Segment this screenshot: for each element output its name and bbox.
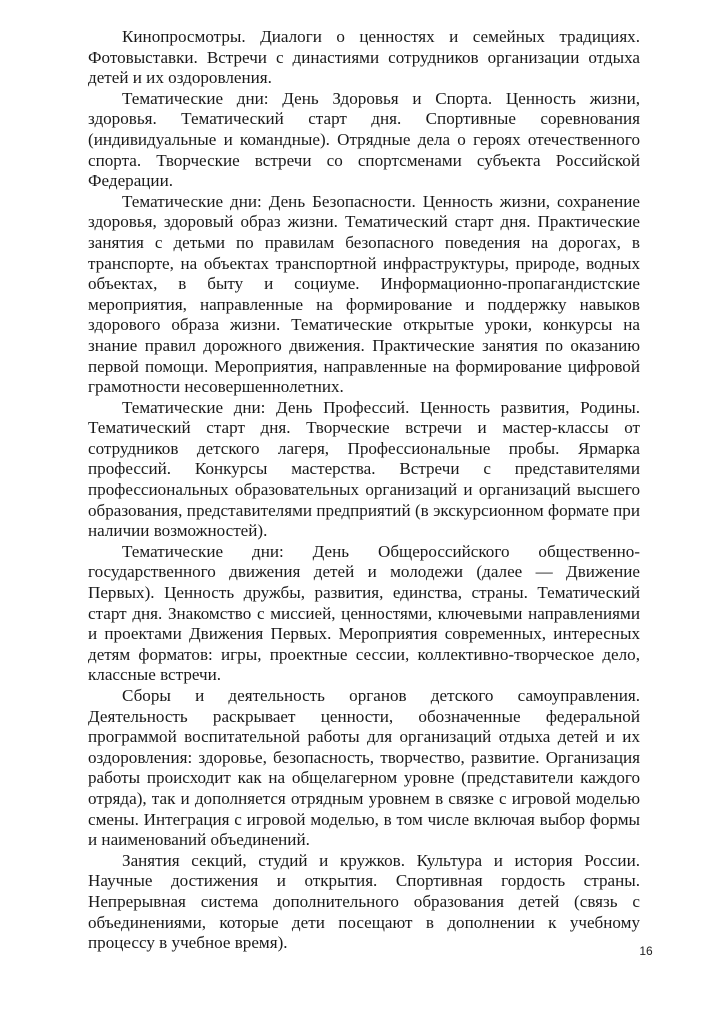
paragraph-movement-first-day: Тематические дни: День Общероссийского общественно-государственного движения детей и молодежи (далее — Движение Первых). Ценность дружбы, развития, единства, страны. Тематический старт дня. Знакомство с миссией, ценностями, ключевыми направлениями и проектами Движения Первых. Мероприятия современных, интересных детям форматов: игры, проектные сессии, коллективно-творческое дело, классные встречи.	[88, 541, 640, 685]
paragraph-professions-day: Тематические дни: День Профессий. Ценность развития, Родины. Тематический старт дня. Творческие встречи и мастер-классы от сотрудников детского лагеря, Профессиональные пробы. Ярмарка профессий. Конкурсы мастерства. Встречи с представителями профессиональных образовательных организаций и организаций высшего образования, представителями предприятий (в экскурсионном формате при наличии возможностей).	[88, 397, 640, 541]
paragraph-health-sport-day: Тематические дни: День Здоровья и Спорта. Ценность жизни, здоровья. Тематический старт дня. Спортивные соревнования (индивидуальные и командные). Отрядные дела о героях отечественного спорта. Творческие встречи со спортсменами субъекта Российской Федерации.	[88, 88, 640, 191]
paragraph-self-government: Сборы и деятельность органов детского самоуправления. Деятельность раскрывает ценности, обозначенные федеральной программой воспитательной работы для организаций отдыха детей и их оздоровления: здоровье, безопасность, творчество, развитие. Организация работы происходит как на общелагерном уровне (представители каждого отряда), так и дополняется отрядным уровнем в связке с игровой моделью смены. Интеграция с игровой моделью, в том числе включая выбор формы и наименований объединений.	[88, 686, 640, 850]
paragraph-film-screenings: Кинопросмотры. Диалоги о ценностях и семейных традициях. Фотовыставки. Встречи с династиями сотрудников организации отдыха детей и их оздоровления.	[88, 27, 640, 88]
document-body	[88, 27, 640, 954]
page-number: 16	[639, 944, 653, 958]
paragraph-sections-studios: Занятия секций, студий и кружков. Культура и история России. Научные достижения и открытия. Спортивная гордость страны. Непрерывная система дополнительного образования детей (связь с объединениями, которые дети посещают в дополнении к учебному процессу в учебное время).	[88, 850, 640, 953]
paragraph-safety-day: Тематические дни: День Безопасности. Ценность жизни, сохранение здоровья, здоровый образ жизни. Тематический старт дня. Практические занятия с детьми по правилам безопасного поведения на дорогах, в транспорте, на объектах транспортной инфраструктуры, природе, водных объектах, в быту и социуме. Информационно-пропагандистские мероприятия, направленные на формирование и поддержку навыков здорового образа жизни. Тематические открытые уроки, конкурсы на знание правил дорожного движения. Практические занятия по оказанию первой помощи. Мероприятия, направленные на формирование цифровой грамотности несовершеннолетних.	[88, 191, 640, 397]
